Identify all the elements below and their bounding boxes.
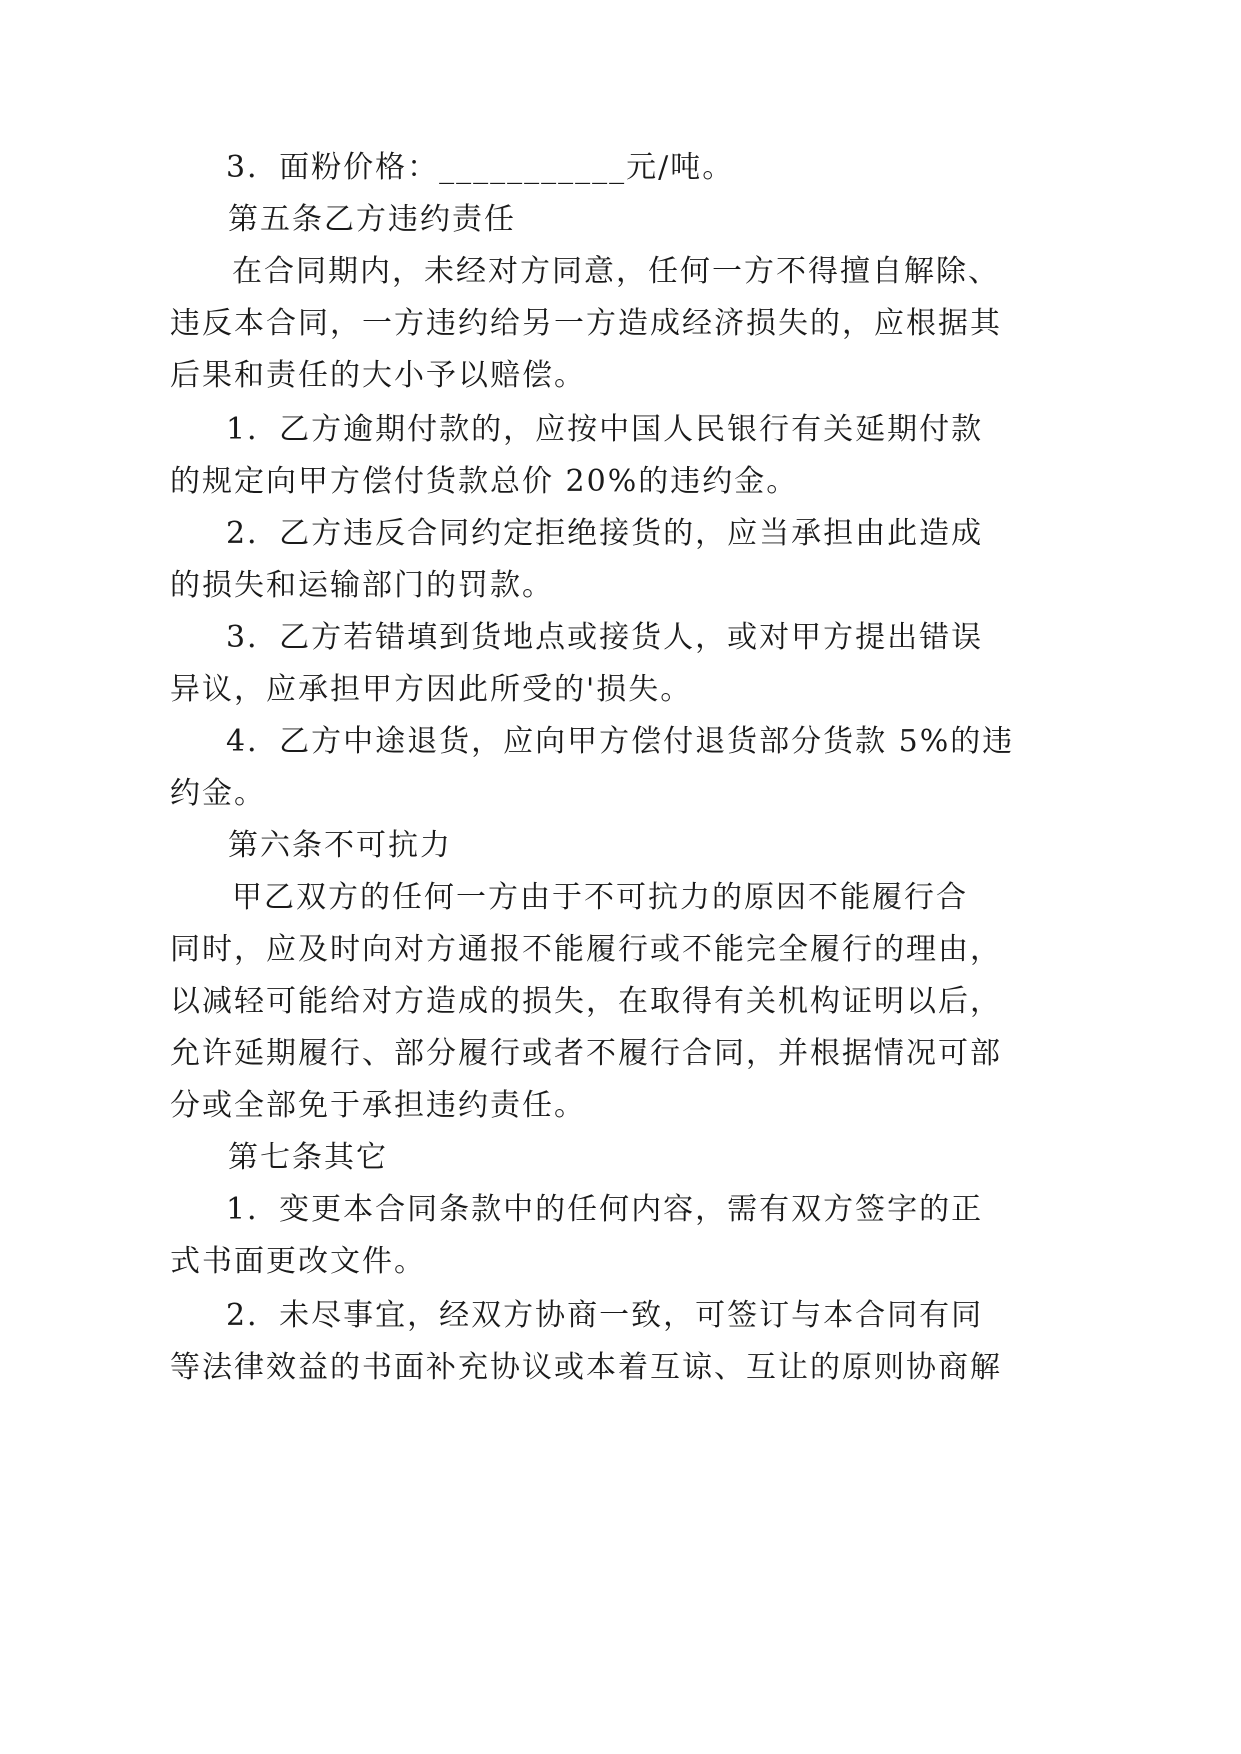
text-line: 甲乙双方的任何一方由于不可抗力的原因不能履行合	[232, 880, 968, 915]
text-line: 2．未尽事宜，经双方协商一致，可签订与本合同有同	[226, 1298, 984, 1333]
text-line: 式书面更改文件。	[170, 1244, 426, 1279]
text-line: 违反本合同，一方违约给另一方造成经济损失的，应根据其	[170, 306, 1002, 341]
text-line: 2．乙方违反合同约定拒绝接货的，应当承担由此造成	[226, 516, 984, 551]
text-line: 等法律效益的书面补充协议或本着互谅、互让的原则协商解	[170, 1350, 1002, 1385]
section-heading: 第六条不可抗力	[228, 828, 452, 863]
text-line: 1．变更本合同条款中的任何内容，需有双方签字的正	[226, 1192, 984, 1227]
section-heading: 第五条乙方违约责任	[228, 202, 516, 237]
text-line: 的规定向甲方偿付货款总价 20%的违约金。	[170, 464, 799, 499]
text-line: 3．面粉价格：___________元/吨。	[226, 150, 735, 185]
text-line: 后果和责任的大小予以赔偿。	[170, 358, 586, 393]
text-line: 约金。	[170, 776, 266, 811]
text-line: 在合同期内，未经对方同意，任何一方不得擅自解除、	[232, 254, 1000, 289]
text-line: 以减轻可能给对方造成的损失，在取得有关机构证明以后，	[170, 984, 1002, 1019]
text-line: 1．乙方逾期付款的，应按中国人民银行有关延期付款	[226, 412, 984, 447]
text-line: 异议，应承担甲方因此所受的'损失。	[170, 672, 693, 707]
text-line: 分或全部免于承担违约责任。	[170, 1088, 586, 1123]
text-line: 的损失和运输部门的罚款。	[170, 568, 554, 603]
text-line: 3．乙方若错填到货地点或接货人，或对甲方提出错误	[226, 620, 984, 655]
text-line: 允许延期履行、部分履行或者不履行合同，并根据情况可部	[170, 1036, 1002, 1071]
text-line: 4．乙方中途退货，应向甲方偿付退货部分货款 5%的违	[226, 724, 1015, 759]
text-line: 同时，应及时向对方通报不能履行或不能完全履行的理由，	[170, 932, 1002, 967]
section-heading: 第七条其它	[228, 1140, 388, 1175]
